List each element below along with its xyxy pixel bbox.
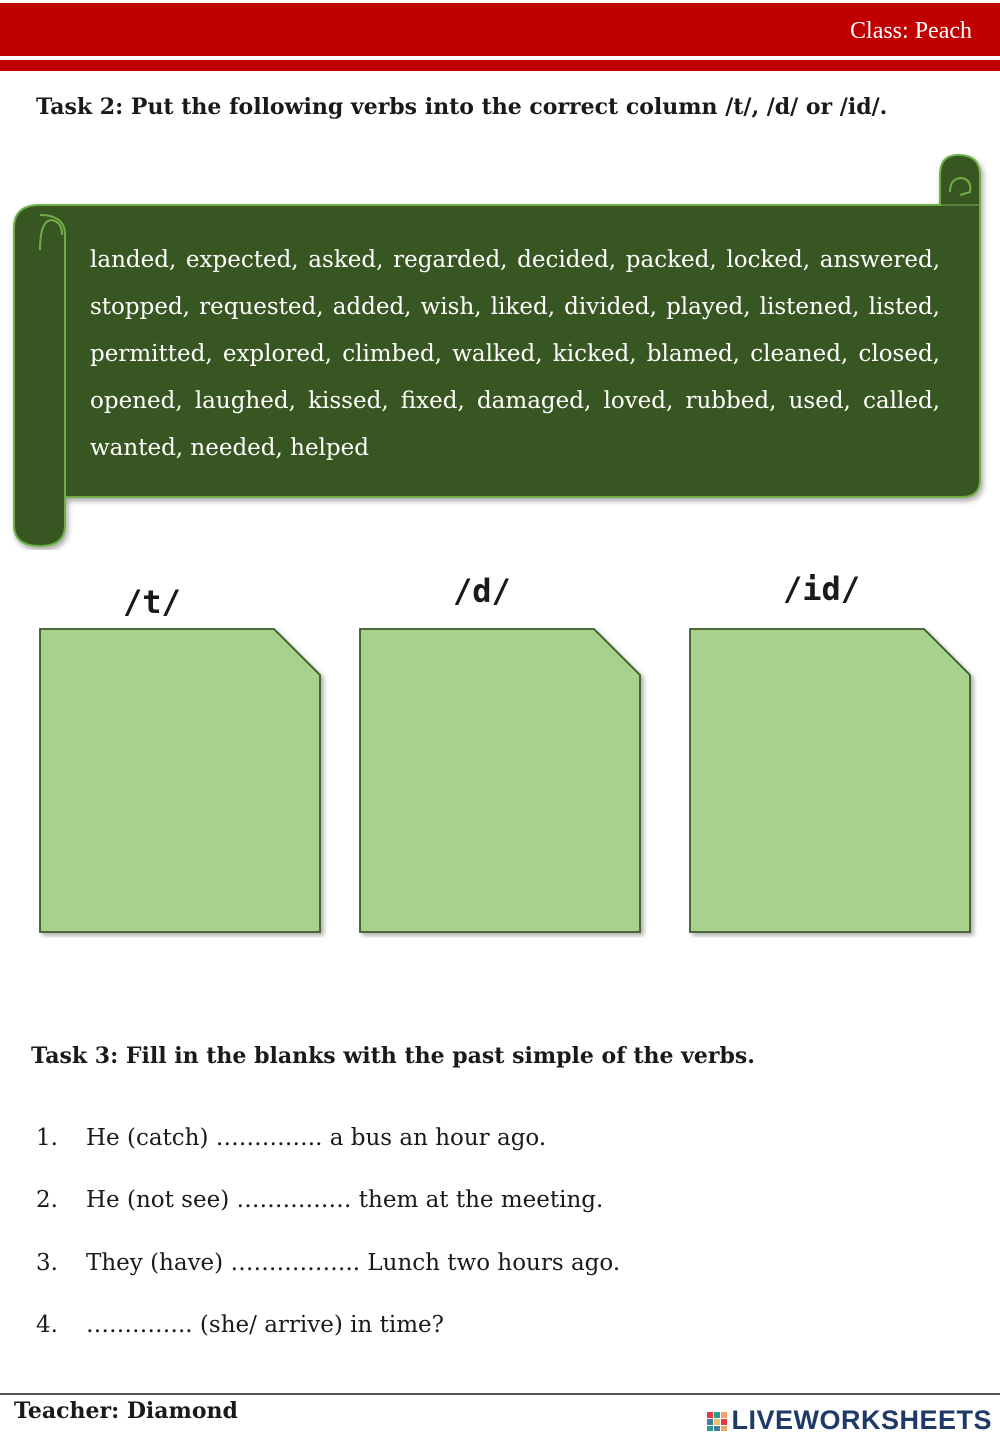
exercise-item-3 <box>36 1250 620 1276</box>
item-number: 4. <box>36 1312 58 1338</box>
footer-rule <box>0 1393 1000 1395</box>
class-label: Class: Peach <box>850 18 972 44</box>
column-heading-t: /t/ <box>123 583 181 621</box>
item-number: 3. <box>36 1250 58 1276</box>
column-heading-d: /d/ <box>453 572 511 610</box>
brand-text: LIVEWORKSHEETS <box>731 1405 992 1435</box>
task2-title: Task 2: Put the following verbs into the correct column /t/, /d/ or /id/. <box>36 94 888 120</box>
item-number: 1. <box>36 1125 58 1151</box>
item-number: 2. <box>36 1187 58 1213</box>
word-bank: landed, expected, asked, regarded, decided, packed, locked, answered, stopped, requested, added, wish, liked, divided, played, listened, listed, permitted, explored, climbed, walked, kicked, blamed, cleaned, closed, opened, laughed, kissed, fixed, damaged, loved, rubbed, used, called, wanted, needed, helped <box>90 247 940 461</box>
item-text: They (have) …………….. Lunch two hours ago. <box>86 1250 621 1276</box>
exercise-item-2 <box>36 1187 603 1213</box>
header-rule <box>0 60 1000 71</box>
exercise-item-4 <box>36 1312 444 1338</box>
column-heading-id: /id/ <box>783 570 861 608</box>
item-text: He (catch) ………….. a bus an hour ago. <box>86 1125 547 1151</box>
liveworksheets-logo-icon <box>706 1410 728 1432</box>
drop-box-d[interactable] <box>358 626 648 938</box>
exercise-item-1 <box>36 1125 546 1151</box>
drop-box-id[interactable] <box>688 626 978 938</box>
brand-logo[interactable] <box>706 1405 992 1436</box>
teacher-label: Teacher: Diamond <box>14 1398 238 1424</box>
item-text: He (not see) …………… them at the meeting. <box>86 1187 604 1213</box>
task3-title: Task 3: Fill in the blanks with the past simple of the verbs. <box>31 1043 755 1069</box>
drop-box-t[interactable] <box>38 626 328 938</box>
item-text: ………….. (she/ arrive) in time? <box>86 1312 444 1338</box>
